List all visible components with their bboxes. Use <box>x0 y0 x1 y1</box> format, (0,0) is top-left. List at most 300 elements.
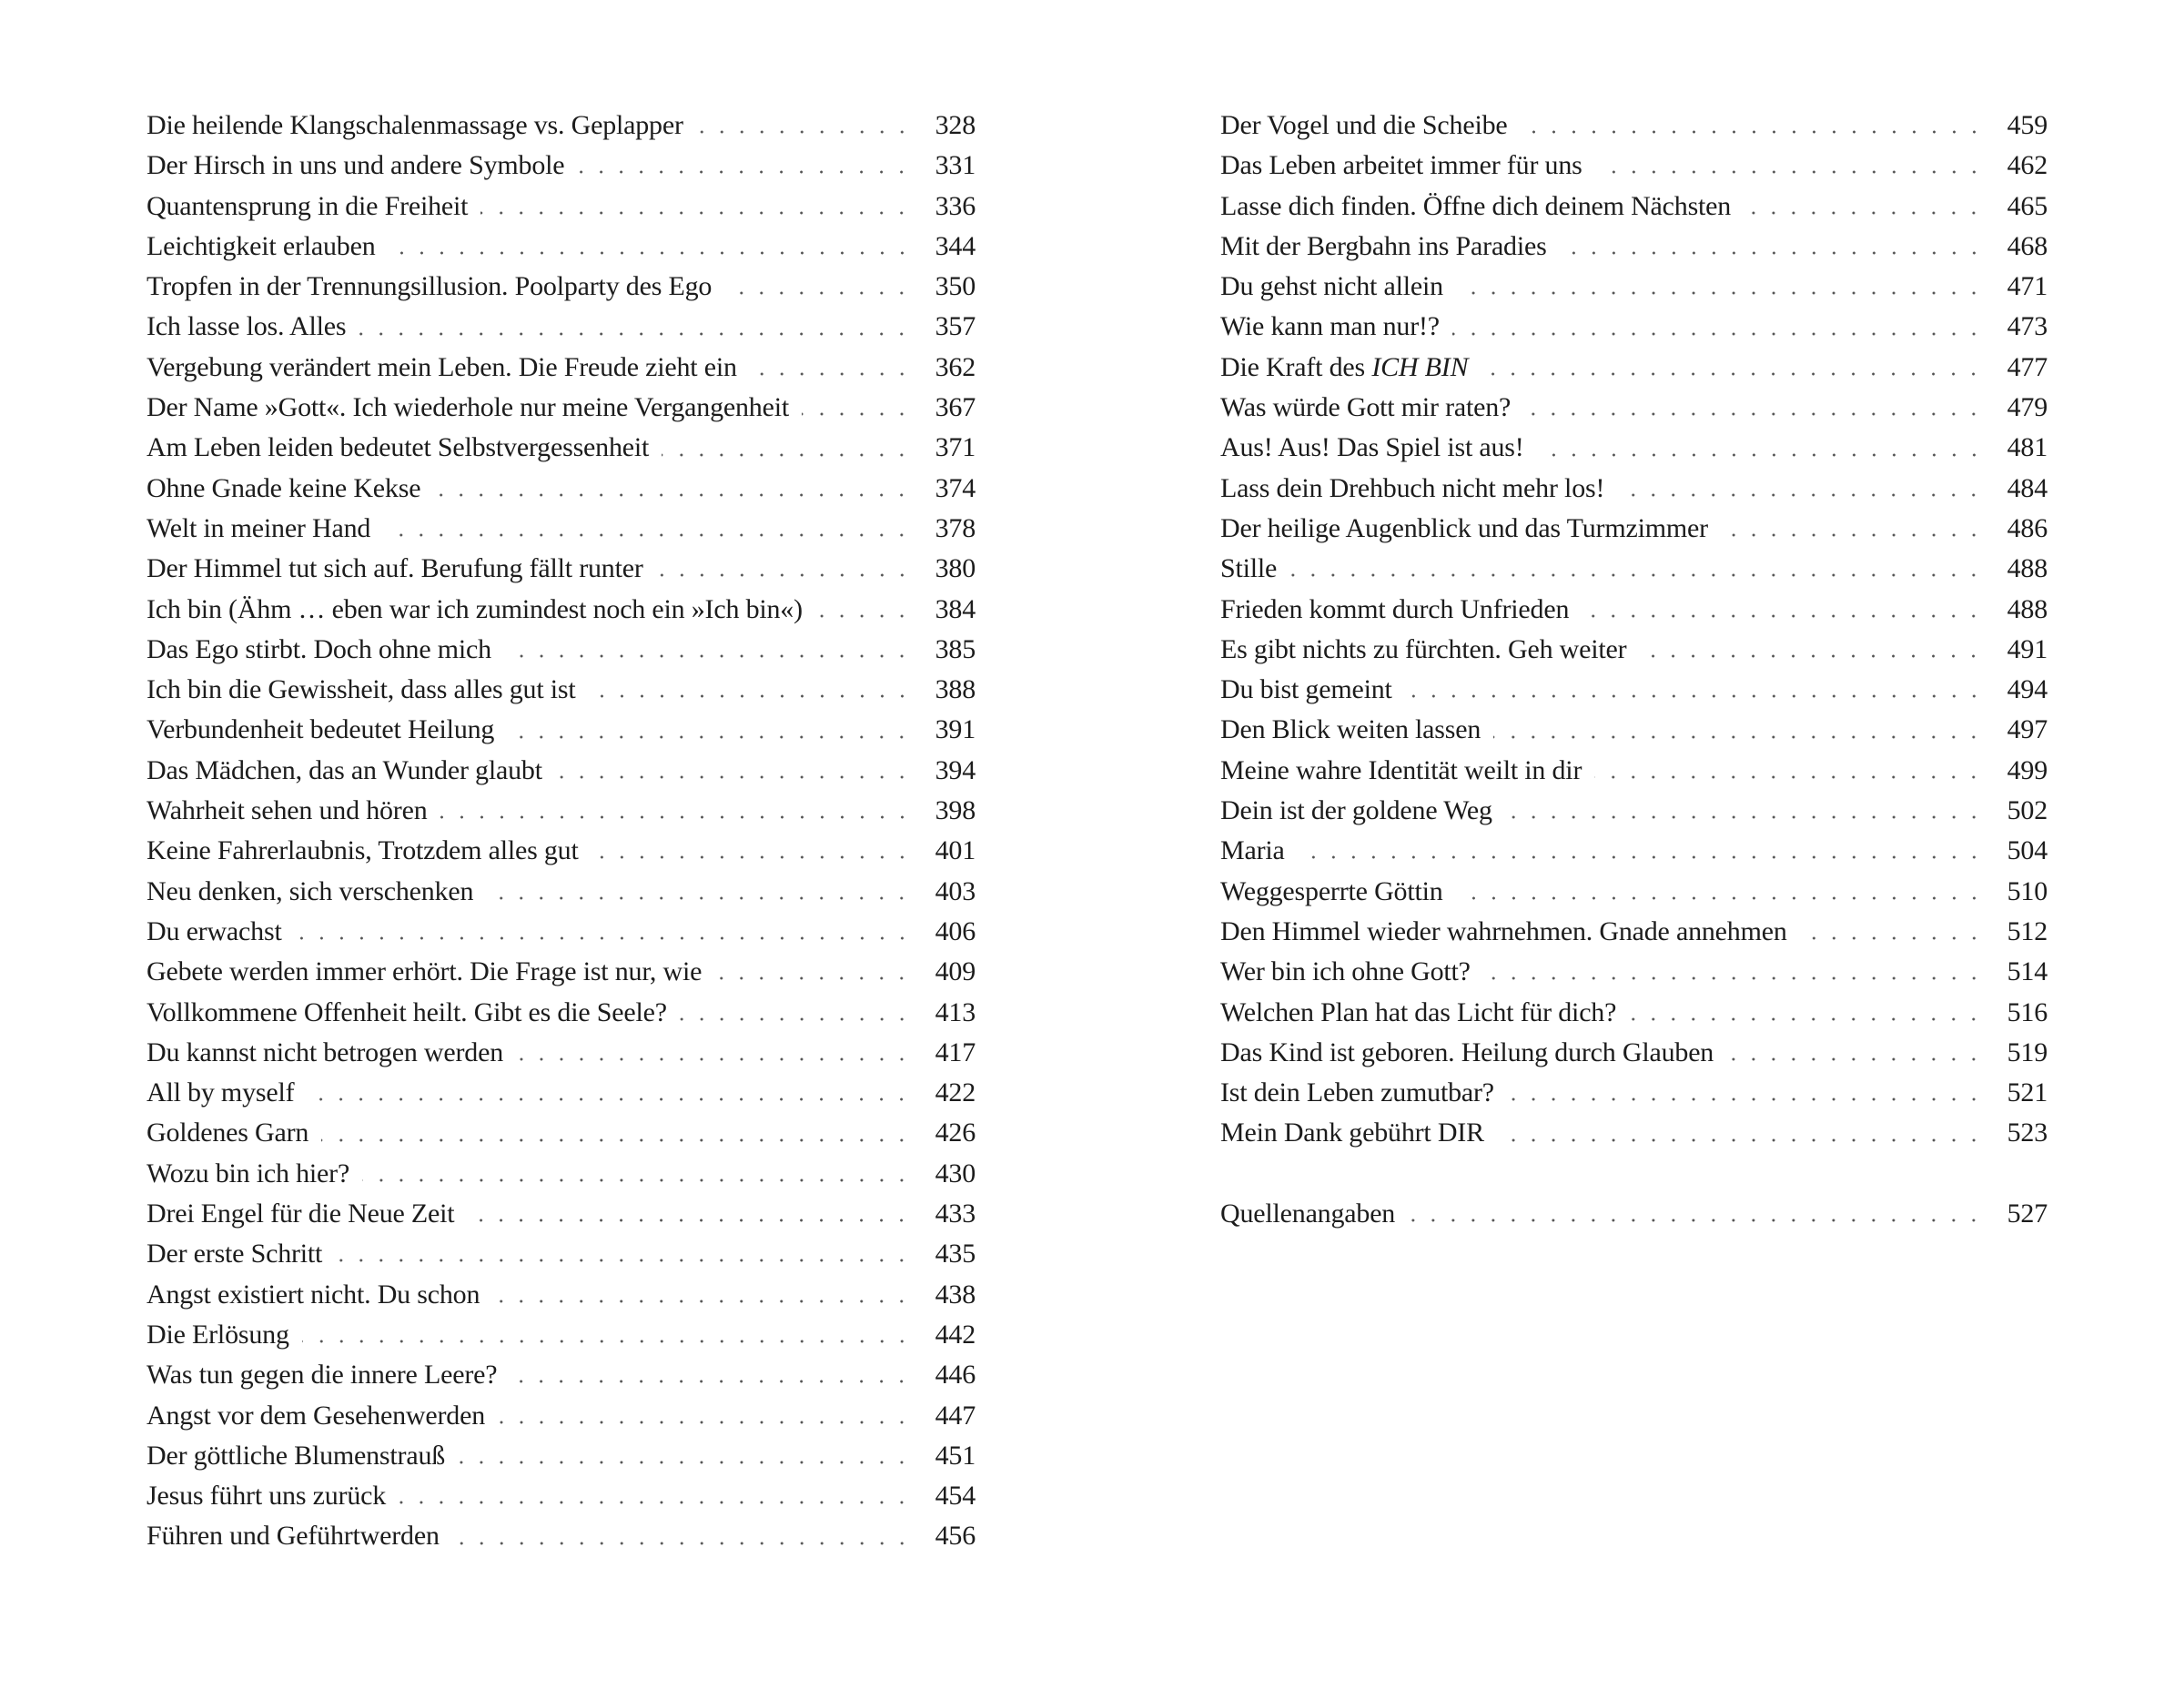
toc-entry <box>147 388 976 428</box>
toc-entry-title <box>147 509 370 549</box>
toc-entry-page: 465 <box>2007 190 2048 221</box>
dot-leader <box>802 412 912 416</box>
toc-entry-page: 499 <box>2007 754 2048 785</box>
toc-entry <box>147 872 976 912</box>
toc-entry-page: 456 <box>935 1521 976 1552</box>
toc-entry-title-text: Der erste Schritt <box>147 1239 323 1269</box>
toc-entry-page: 471 <box>2007 271 2048 302</box>
toc-entry-title-text: Die Kraft des <box>1220 351 1372 382</box>
toc-entry-title-text: Welchen Plan hat das Licht für dich? <box>1220 996 1617 1027</box>
toc-entry-title-text: Du gehst nicht allein <box>1220 271 1443 302</box>
dot-leader <box>507 735 912 739</box>
toc-entry-title <box>147 872 473 912</box>
dot-leader <box>302 1340 912 1343</box>
toc-entry-page: 486 <box>2007 512 2048 543</box>
toc-entry-title-text: Die Erlösung <box>147 1319 289 1350</box>
toc-entry-title <box>1220 993 1616 1033</box>
toc-entry-title-text: Du kannst nicht betrogen werden <box>147 1037 504 1067</box>
toc-entry <box>1220 187 2048 227</box>
toc-entry-title <box>147 1315 289 1355</box>
toc-entry-page: 371 <box>935 432 976 463</box>
toc-entry-title-text: Der Vogel und die Scheibe <box>1220 110 1508 140</box>
toc-entry-title <box>147 348 737 388</box>
dot-leader <box>458 1461 912 1464</box>
toc-entry-page: 491 <box>2007 633 2048 664</box>
toc-entry-page: 403 <box>935 875 976 906</box>
toc-entry-page: 527 <box>2007 1198 2048 1229</box>
toc-entry-title-text: Vollkommene Offenheit heilt. Gibt es die Seele? <box>147 996 667 1027</box>
dot-leader <box>724 291 912 295</box>
toc-entry <box>1220 227 2048 267</box>
toc-entry-page: 435 <box>935 1239 976 1269</box>
dot-leader <box>1582 614 1984 618</box>
toc-entry <box>147 1154 976 1194</box>
dot-leader <box>577 170 912 174</box>
toc-entry-page: 504 <box>2007 835 2048 866</box>
dot-leader <box>714 976 912 980</box>
toc-right-column <box>1220 106 2048 1234</box>
toc-entry <box>1220 106 2048 146</box>
dot-leader <box>1595 170 1984 174</box>
toc-entry-page: 484 <box>2007 472 2048 503</box>
toc-entry-title <box>147 993 667 1033</box>
dot-leader <box>1481 372 1984 376</box>
toc-entry-title <box>147 267 712 307</box>
dot-leader <box>1493 735 1984 739</box>
toc-entry-page: 462 <box>2007 150 2048 181</box>
toc-entry-page: 409 <box>935 956 976 987</box>
toc-entry-title <box>147 1073 294 1113</box>
toc-entry-page: 494 <box>2007 674 2048 705</box>
dot-leader <box>516 1057 912 1061</box>
toc-entry-title-text: Tropfen in der Trennungsillusion. Poolparty des Ego <box>147 271 713 302</box>
toc-entry-title <box>147 428 649 468</box>
toc-entry <box>147 1194 976 1234</box>
toc-entry <box>1220 307 2048 347</box>
toc-entry-title <box>1220 388 1511 428</box>
toc-entry-title-text: Ohne Gnade keine Kekse <box>147 472 421 503</box>
toc-entry-page: 413 <box>935 996 976 1027</box>
toc-entry-title-text: Stille <box>1220 553 1278 584</box>
toc-entry-page: 477 <box>2007 351 2048 382</box>
toc-entry-title <box>147 791 428 831</box>
toc-entry-title-text: Der Hirsch in uns und andere Symbole <box>147 150 565 181</box>
toc-entry-title-text: Verbundenheit bedeutet Heilung <box>147 714 495 745</box>
dot-leader <box>1629 1017 1984 1021</box>
toc-entry-title-text: Den Himmel wieder wahrnehmen. Gnade annehmen <box>1220 915 1787 946</box>
toc-entry-title-text: Vergebung verändert mein Leben. Die Freude zieht ein <box>147 351 737 382</box>
toc-entry <box>147 187 976 227</box>
toc-entry <box>147 1275 976 1315</box>
toc-entry-page: 479 <box>2007 392 2048 423</box>
toc-entry-page: 374 <box>935 472 976 503</box>
dot-leader <box>295 936 912 940</box>
toc-entry <box>147 106 976 146</box>
toc-entry-title <box>147 388 789 428</box>
toc-entry-page: 350 <box>935 271 976 302</box>
toc-entry-title-text: Den Blick weiten lassen <box>1220 714 1481 745</box>
toc-entry-title <box>147 630 491 670</box>
toc-entry-title-text: Du erwachst <box>147 915 282 946</box>
toc-entry-title-text: Meine wahre Identität weilt in dir <box>1220 754 1582 785</box>
dot-leader <box>680 1017 912 1021</box>
toc-entry-title-text: Neu denken, sich verschenken <box>147 875 474 906</box>
toc-entry-title-text: Lasse dich finden. Öffne dich deinem Nächsten <box>1220 190 1732 221</box>
dot-leader <box>480 211 912 215</box>
toc-entry-title <box>147 751 542 791</box>
toc-entry-title-text: All by myself <box>147 1077 295 1108</box>
toc-entry-title <box>147 590 803 630</box>
dot-leader <box>1523 412 1984 416</box>
toc-entry <box>1220 348 2048 388</box>
toc-entry <box>147 1396 976 1436</box>
toc-entry <box>147 993 976 1033</box>
toc-entry <box>147 227 976 267</box>
toc-entry <box>1220 1073 2048 1113</box>
dot-leader <box>1505 815 1984 819</box>
toc-entry-page: 451 <box>935 1440 976 1471</box>
dot-leader <box>433 493 912 497</box>
toc-entry-page: 519 <box>2007 1037 2048 1067</box>
dot-leader <box>498 1421 912 1424</box>
toc-entry-title <box>1220 630 1626 670</box>
toc-entry-title <box>147 1234 322 1274</box>
dot-leader <box>467 1219 912 1222</box>
toc-entry-page: 344 <box>935 230 976 261</box>
toc-entry-title-text: Wozu bin ich hier? <box>147 1158 350 1188</box>
toc-entry-title <box>147 227 376 267</box>
toc-entry <box>147 791 976 831</box>
dot-leader <box>504 654 912 658</box>
toc-entry-page: 516 <box>2007 996 2048 1027</box>
toc-entry <box>1220 146 2048 186</box>
toc-entry-page: 468 <box>2007 230 2048 261</box>
toc-entry <box>147 831 976 871</box>
toc-entry-title <box>147 1033 503 1073</box>
toc-entry-title <box>1220 831 1285 871</box>
toc-entry <box>147 630 976 670</box>
toc-entry-page: 430 <box>935 1158 976 1188</box>
toc-entry-title-text: Die heilende Klangschalenmassage vs. Geplapper <box>147 110 683 140</box>
toc-entry-title <box>1220 791 1492 831</box>
toc-entry <box>1220 791 2048 831</box>
toc-entry-title-text: Welt in meiner Hand <box>147 512 371 543</box>
toc-entry-title <box>1220 469 1604 509</box>
toc-entry-page: 367 <box>935 392 976 423</box>
toc-entry-title <box>147 670 576 710</box>
toc-entry-page: 385 <box>935 633 976 664</box>
toc-entry-page: 438 <box>935 1279 976 1310</box>
toc-entry-title-text: Drei Engel für die Neue Zeit <box>147 1198 455 1229</box>
toc-entry-title <box>1220 590 1569 630</box>
toc-entry-page: 488 <box>2007 593 2048 624</box>
toc-entry-title <box>1220 267 1443 307</box>
toc-entry-page: 357 <box>935 311 976 342</box>
toc-entry-title-text: Angst existiert nicht. Du schon <box>147 1279 480 1310</box>
toc-entry-title-text: Der Name »Gott«. Ich wiederhole nur meine Vergangenheit <box>147 392 789 423</box>
toc-entry <box>1220 469 2048 509</box>
toc-entry-title-text: Gebete werden immer erhört. Die Frage ist nur, wie <box>147 956 703 987</box>
toc-entry-title <box>147 1355 497 1395</box>
toc-entry-title-text: Keine Fahrerlaubnis, Trotzdem alles gut <box>147 835 579 866</box>
toc-entry <box>147 469 976 509</box>
toc-entry-page: 331 <box>935 150 976 181</box>
toc-entry-title <box>147 307 346 347</box>
toc-entry-page: 391 <box>935 714 976 745</box>
toc-entry-title <box>147 106 683 146</box>
dot-leader <box>1594 775 1984 779</box>
toc-entry-title-italic: ICH BIN <box>1371 351 1469 382</box>
dot-leader <box>1483 976 1984 980</box>
toc-entry-page: 459 <box>2007 110 2048 140</box>
toc-entry-title <box>1220 751 1582 791</box>
toc-entry <box>147 670 976 710</box>
toc-entry-title <box>1220 1033 1714 1073</box>
toc-entry-page: 406 <box>935 915 976 946</box>
toc-entry-title-text: Der Himmel tut sich auf. Berufung fällt runter <box>147 553 643 584</box>
dot-leader <box>440 815 912 819</box>
dot-leader <box>359 332 912 336</box>
dot-leader <box>321 1138 912 1142</box>
toc-entry-title-text: Ich lasse los. Alles <box>147 311 347 342</box>
toc-entry-title-text: Frieden kommt durch Unfrieden <box>1220 593 1570 624</box>
dot-leader <box>589 694 912 698</box>
toc-entry-title <box>1220 1113 1484 1153</box>
toc-entry-page: 362 <box>935 351 976 382</box>
toc-entry <box>147 1516 976 1556</box>
toc-entry <box>147 428 976 468</box>
toc-entry-title <box>1220 952 1471 992</box>
dot-leader <box>389 251 912 255</box>
toc-entry-title-text: Weggesperrte Göttin <box>1220 875 1443 906</box>
dot-leader <box>492 1300 912 1303</box>
toc-entry <box>147 348 976 388</box>
toc-entry-title-text: Dein ist der goldene Weg <box>1220 795 1492 826</box>
toc-entry-title <box>1220 912 1787 952</box>
dot-leader <box>656 573 912 577</box>
dot-leader <box>750 372 912 376</box>
toc-entry <box>147 307 976 347</box>
toc-entry <box>147 1033 976 1073</box>
dot-leader <box>1452 332 1984 336</box>
toc-entry <box>1220 1194 2048 1234</box>
toc-entry-title <box>1220 428 1524 468</box>
toc-entry-title <box>1220 670 1392 710</box>
toc-entry-title <box>1220 187 1731 227</box>
toc-entry <box>1220 590 2048 630</box>
dot-leader <box>335 1259 912 1262</box>
toc-entry <box>147 710 976 750</box>
toc-entry-page: 488 <box>2007 553 2048 584</box>
dot-leader <box>592 855 912 859</box>
toc-entry <box>1220 388 2048 428</box>
toc-entry-title-text: Maria <box>1220 835 1285 866</box>
toc-entry-page: 446 <box>935 1360 976 1391</box>
toc-entry <box>1220 630 2048 670</box>
toc-entry-page: 336 <box>935 190 976 221</box>
toc-entry-title <box>147 146 564 186</box>
toc-entry-title <box>147 710 494 750</box>
toc-left-column <box>147 106 976 1557</box>
toc-entry <box>1220 872 2048 912</box>
dot-leader <box>399 1501 912 1504</box>
toc-entry-page: 328 <box>935 110 976 140</box>
toc-entry-page: 388 <box>935 674 976 705</box>
toc-entry-title-text: Mein Dank gebührt DIR <box>1220 1117 1484 1148</box>
dot-leader <box>383 533 912 537</box>
toc-entry <box>147 146 976 186</box>
toc-entry-title <box>1220 549 1277 589</box>
toc-entry-title-text: Ist dein Leben zumutbar? <box>1220 1077 1494 1108</box>
toc-entry <box>1220 267 2048 307</box>
toc-entry-title-text: Du bist gemeint <box>1220 674 1392 705</box>
toc-entry-title-text: Angst vor dem Gesehenwerden <box>147 1400 485 1431</box>
toc-entry-page: 442 <box>935 1319 976 1350</box>
toc-entry-page: 481 <box>2007 432 2048 463</box>
toc-entry <box>1220 1113 2048 1153</box>
toc-entry-title <box>1220 1194 1395 1234</box>
dot-leader <box>1617 493 1984 497</box>
dot-leader <box>1298 855 1984 859</box>
toc-entry-page: 523 <box>2007 1117 2048 1148</box>
dot-leader <box>1639 654 1984 658</box>
toc-entry-title-text: Quantensprung in die Freiheit <box>147 190 469 221</box>
toc-entry-title-text: Was tun gegen die innere Leere? <box>147 1360 498 1391</box>
dot-leader <box>486 896 912 900</box>
toc-entry <box>147 952 976 992</box>
toc-entry <box>147 549 976 589</box>
toc-entry-title <box>147 1396 485 1436</box>
toc-entry-title-text: Wie kann man nur!? <box>1220 311 1440 342</box>
toc-entry-title <box>147 1476 386 1516</box>
dot-leader <box>1560 251 1984 255</box>
toc-entry-title-text: Das Leben arbeitet immer für uns <box>1220 150 1582 181</box>
toc-entry-title <box>147 187 468 227</box>
toc-entry-page: 401 <box>935 835 976 866</box>
toc-entry-page: 510 <box>2007 875 2048 906</box>
dot-leader <box>662 453 912 457</box>
toc-entry-title <box>147 469 420 509</box>
toc-entry-title <box>147 1113 308 1153</box>
toc-entry-page: 521 <box>2007 1077 2048 1108</box>
toc-entry-title-text: Am Leben leiden bedeutet Selbstvergessenheit <box>147 432 650 463</box>
dot-leader <box>1537 453 1984 457</box>
toc-entry-title <box>147 831 579 871</box>
toc-entry-page: 512 <box>2007 915 2048 946</box>
dot-leader <box>362 1178 912 1182</box>
toc-entry-title <box>1220 307 1440 347</box>
toc-entry <box>147 1355 976 1395</box>
toc-entry <box>1220 670 2048 710</box>
toc-entry-title-text: Ich bin (Ähm … eben war ich zumindest noch ein »Ich bin«) <box>147 593 803 624</box>
toc-entry <box>1220 831 2048 871</box>
section-gap <box>1220 1154 2048 1194</box>
toc-entry-page: 433 <box>935 1198 976 1229</box>
dot-leader <box>696 130 912 134</box>
toc-entry-title-text: Mit der Bergbahn ins Paradies <box>1220 230 1547 261</box>
toc-entry-title <box>147 952 702 992</box>
toc-entry-title-text: Jesus führt uns zurück <box>147 1481 387 1512</box>
toc-entry-title-text: Der heilige Augenblick und das Turmzimmer <box>1220 512 1708 543</box>
toc-entry-title-text: Lass dein Drehbuch nicht mehr los! <box>1220 472 1605 503</box>
dot-leader <box>815 614 912 618</box>
toc-entry-title <box>1220 509 1708 549</box>
toc-entry-title-text: Leichtigkeit erlauben <box>147 230 376 261</box>
toc-entry-title-text: Quellenangaben <box>1220 1198 1396 1229</box>
toc-entry-title-text: Das Ego stirbt. Doch ohne mich <box>147 633 491 664</box>
dot-leader <box>555 775 912 779</box>
toc-entry-page: 398 <box>935 795 976 826</box>
toc-entry-title <box>1220 1073 1494 1113</box>
toc-entry-page: 417 <box>935 1037 976 1067</box>
dot-leader <box>1497 1138 1984 1142</box>
dot-leader <box>1456 291 1984 295</box>
toc-entry-title <box>147 1275 480 1315</box>
toc-entry <box>1220 428 2048 468</box>
toc-entry-title <box>147 549 643 589</box>
dot-leader <box>1800 936 1984 940</box>
toc-entry <box>1220 952 2048 992</box>
toc-entry-title-text: Wahrheit sehen und hören <box>147 795 428 826</box>
dot-leader <box>1405 694 1984 698</box>
dot-leader <box>510 1380 912 1383</box>
toc-entry <box>1220 710 2048 750</box>
toc-entry-title <box>1220 106 1508 146</box>
toc-entry-page: 422 <box>935 1077 976 1108</box>
dot-leader <box>1507 1097 1984 1101</box>
toc-entry-page: 454 <box>935 1481 976 1512</box>
toc-entry <box>147 509 976 549</box>
toc-entry <box>1220 549 2048 589</box>
toc-entry-page: 473 <box>2007 311 2048 342</box>
toc-entry <box>147 1113 976 1153</box>
toc-entry <box>1220 993 2048 1033</box>
toc-entry-title <box>1220 710 1481 750</box>
toc-entry-page: 502 <box>2007 795 2048 826</box>
toc-entry-title-text: Führen und Geführtwerden <box>147 1521 440 1552</box>
toc-entry <box>1220 912 2048 952</box>
toc-entry <box>147 1073 976 1113</box>
toc-entry <box>147 267 976 307</box>
toc-entry <box>147 751 976 791</box>
toc-entry <box>1220 1033 2048 1073</box>
toc-entry-title-text: Es gibt nichts zu fürchten. Geh weiter <box>1220 633 1627 664</box>
toc-entry-title <box>147 1516 440 1556</box>
dot-leader <box>1289 573 1984 577</box>
toc-entry-page: 514 <box>2007 956 2048 987</box>
dot-leader <box>1744 211 1984 215</box>
toc-entry-title <box>1220 348 1468 388</box>
toc-entry-page: 497 <box>2007 714 2048 745</box>
toc-entry <box>147 912 976 952</box>
toc-entry-title-text: Was würde Gott mir raten? <box>1220 392 1512 423</box>
toc-entry-title <box>147 1154 349 1194</box>
toc-entry <box>147 1234 976 1274</box>
toc-entry-title <box>1220 872 1443 912</box>
dot-leader <box>452 1542 912 1545</box>
toc-entry <box>1220 509 2048 549</box>
toc-entry-title-text: Das Mädchen, das an Wunder glaubt <box>147 754 542 785</box>
toc-entry-title-text: Aus! Aus! Das Spiel ist aus! <box>1220 432 1524 463</box>
dot-leader <box>1721 533 1984 537</box>
toc-entry-page: 384 <box>935 593 976 624</box>
toc-entry-title-text: Ich bin die Gewissheit, dass alles gut ist <box>147 674 576 705</box>
toc-entry <box>1220 751 2048 791</box>
toc-entry-page: 394 <box>935 754 976 785</box>
toc-entry-title <box>147 1436 445 1476</box>
dot-leader <box>1408 1219 1984 1222</box>
toc-entry-page: 447 <box>935 1400 976 1431</box>
